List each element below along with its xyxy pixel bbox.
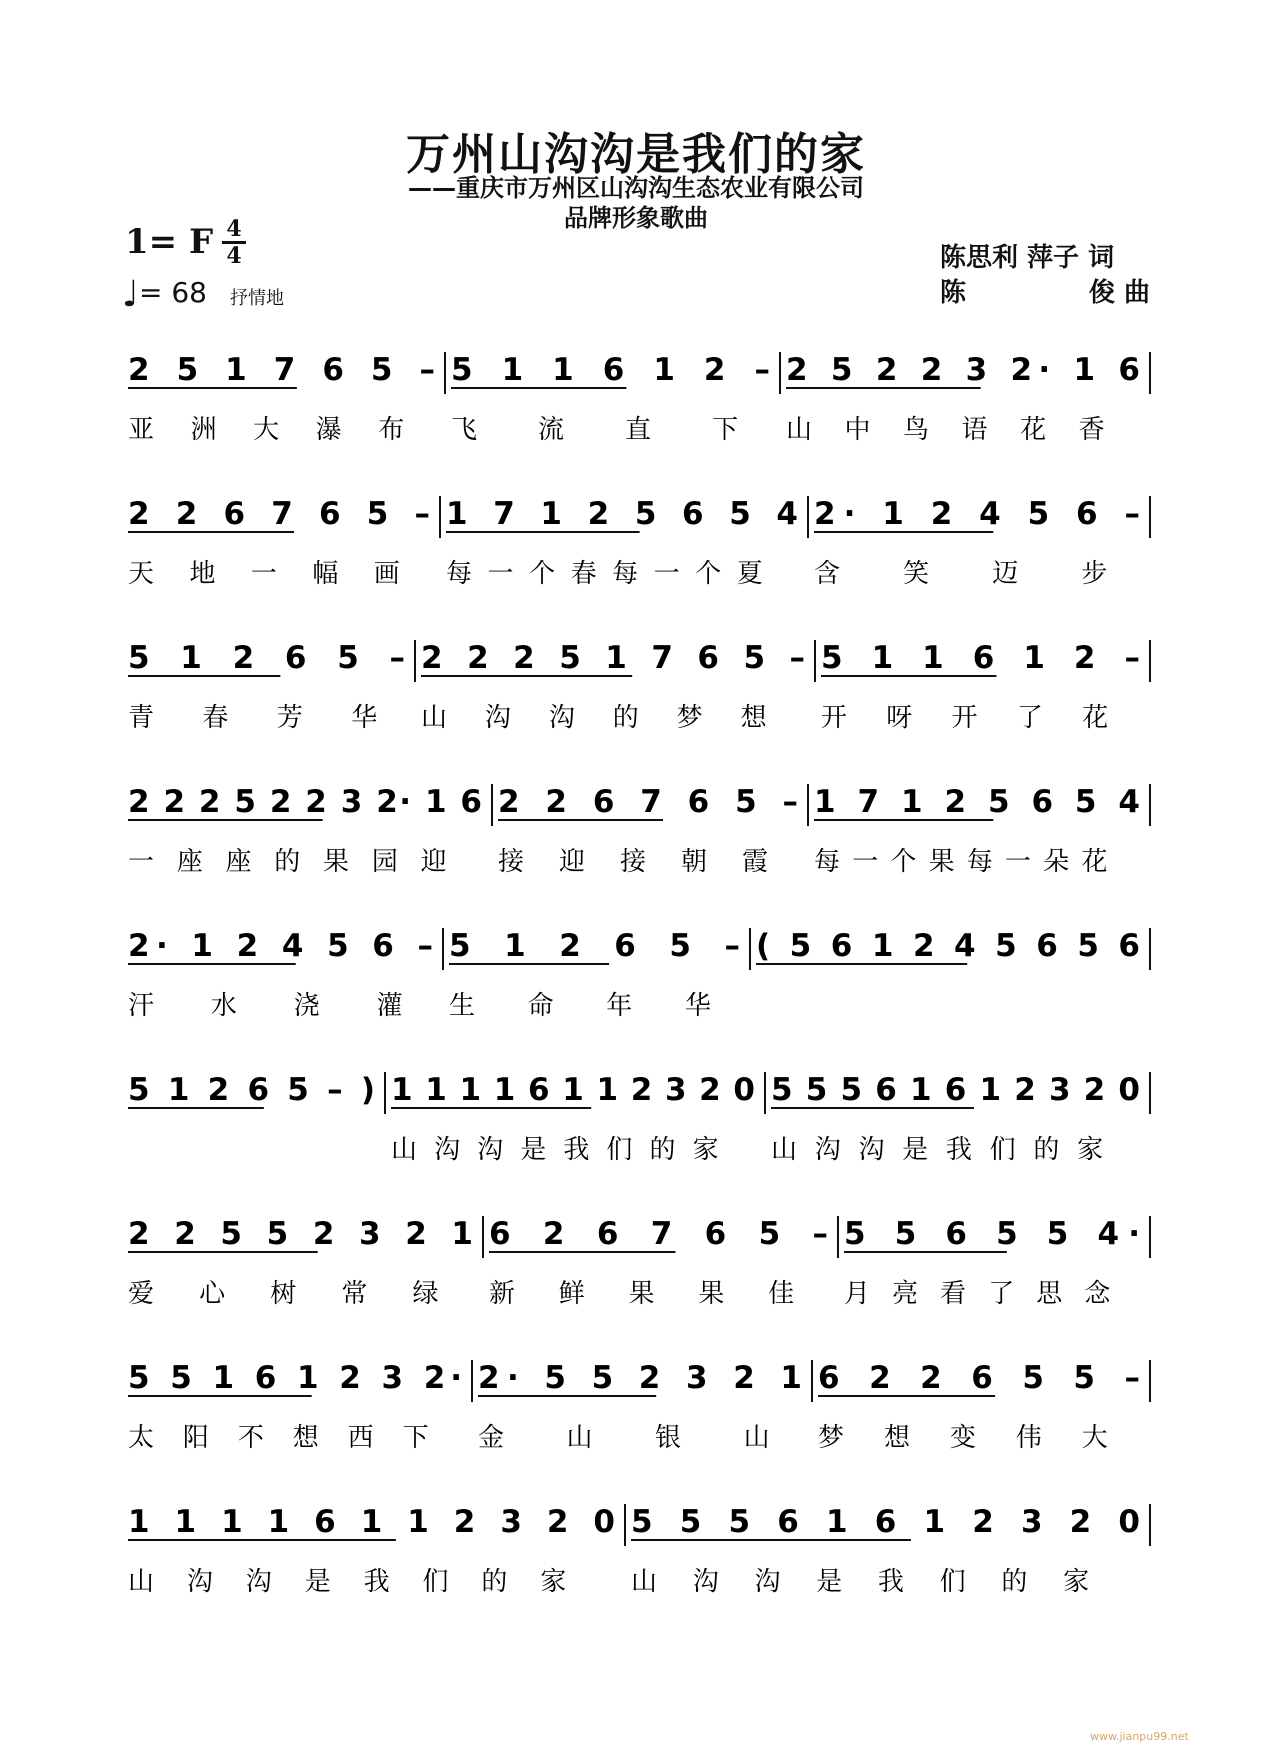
measure-notes: 1 7 1 2 5 6 5 4 — [446, 496, 798, 532]
subtitle-line-2: 品牌形象歌曲 — [564, 204, 708, 232]
measure-notes: 5 1 1 6 1 2 – — [451, 352, 770, 388]
measure-notes: 2 2 2 5 1 7 6 5 – — [421, 640, 805, 676]
measure-lyrics: 山 中 鸟 语 花 香 — [786, 415, 1105, 445]
composer-role: 曲 — [1123, 278, 1150, 308]
measure-lyrics: 金 山 银 山 — [478, 1423, 770, 1453]
measure-notes: 1 1 1 1 6 1 1 2 3 2 0 — [391, 1072, 755, 1108]
measure-lyrics: 太 阳 不 想 西 下 — [128, 1423, 429, 1453]
measure-lyrics: 接 迎 接 朝 霞 — [498, 847, 768, 877]
measure-lyrics: 天 地 一 幅 画 — [128, 559, 400, 589]
measure-lyrics: 梦 想 变 伟 大 — [818, 1423, 1108, 1453]
measure-lyrics: 飞 流 直 下 — [451, 415, 739, 445]
composer-family: 俊 — [1088, 278, 1115, 308]
measure-lyrics: 新 鲜 果 果 佳 — [489, 1279, 795, 1309]
measure-notes: 2· 5 5 2 3 2 1 — [478, 1360, 802, 1396]
measure-notes: ( 5 6 1 2 4 5 6 5 6 — [756, 928, 1140, 964]
measure-notes: 5 5 1 6 1 2 3 2· — [128, 1360, 462, 1396]
time-signature-bottom: 4 — [226, 243, 242, 269]
measure-lyrics: 生 命 年 华 — [449, 991, 711, 1021]
measure-lyrics: 山 沟 沟 是 我 们 的 家 — [631, 1567, 1090, 1597]
time-signature-top: 4 — [226, 216, 242, 242]
measure-notes: 1 7 1 2 5 6 5 4 — [814, 784, 1140, 820]
measure-notes: 2 2 6 7 6 5 – — [128, 496, 430, 532]
measure-notes: 5 5 5 6 1 6 1 2 3 2 0 — [771, 1072, 1140, 1108]
measure-lyrics: 每 一 个 果 每 一 朵 花 — [814, 847, 1108, 877]
score-row — [128, 1216, 1150, 1309]
measure-notes: 5 5 6 5 5 4· — [844, 1216, 1140, 1252]
measure-lyrics: 爱 心 树 常 绿 — [128, 1279, 439, 1309]
measure-notes: 1 1 1 1 6 1 1 2 3 2 0 — [128, 1504, 615, 1540]
measure-notes: 2 2 5 5 2 3 2 1 — [128, 1216, 473, 1252]
measure-notes: 5 5 5 6 1 6 1 2 3 2 0 — [631, 1504, 1140, 1540]
measure-notes: 5 1 2 6 5 – — [128, 640, 405, 676]
subtitle-line-1: ——重庆市万州区山沟沟生态农业有限公司 — [408, 174, 864, 202]
composer-given: 陈 — [940, 278, 967, 308]
measure-notes: 2· 1 2 4 5 6 – — [128, 928, 433, 964]
score-row — [128, 1504, 1150, 1597]
key-signature: 1= F — [125, 222, 214, 262]
score-row — [128, 928, 1150, 1021]
measure-notes: 5 1 2 6 5 – ) — [128, 1072, 375, 1108]
quarter-note-icon: ♩ — [122, 274, 139, 315]
measure-lyrics: 开 呀 开 了 花 — [821, 703, 1109, 733]
measure-notes: 2 2 2 5 2 2 3 2· 1 6 — [128, 784, 482, 820]
measure-notes: 2 5 1 7 6 5 – — [128, 352, 435, 388]
tempo-value: = 68 — [138, 276, 207, 309]
measure-lyrics: 月 亮 看 了 思 念 — [844, 1279, 1111, 1309]
measure-lyrics: 山 沟 沟 是 我 们 的 家 — [771, 1135, 1104, 1165]
song-title: 万州山沟沟是我们的家 — [406, 129, 866, 180]
lyricist-credit: 陈思利 萍子 词 — [940, 243, 1115, 273]
footer-watermark: www.jianpu99.net — [1090, 1730, 1189, 1743]
score-row — [128, 496, 1150, 589]
measure-notes: 2· 1 2 4 5 6 – — [814, 496, 1140, 532]
score-row — [128, 1360, 1150, 1453]
measure-notes: 5 1 1 6 1 2 – — [821, 640, 1140, 676]
measure-lyrics: 汗 水 浇 灌 — [128, 991, 403, 1021]
measure-lyrics: 亚 洲 大 瀑 布 — [128, 415, 405, 445]
measure-notes: 6 2 2 6 5 5 – — [818, 1360, 1140, 1396]
score-row — [128, 1072, 1150, 1165]
measure-lyrics: 含 笑 迈 步 — [814, 559, 1108, 589]
measure-notes: 6 2 6 7 6 5 – — [489, 1216, 828, 1252]
measure-lyrics: 山 沟 沟 是 我 们 的 家 — [391, 1135, 719, 1165]
measure-notes: 5 1 2 6 5 – — [449, 928, 740, 964]
measure-lyrics: 山 沟 沟 是 我 们 的 家 — [128, 1567, 567, 1597]
score-row — [128, 352, 1150, 445]
measure-lyrics: 一 座 座 的 果 园 迎 — [128, 847, 447, 877]
measure-notes: 2 5 2 2 3 2· 1 6 — [786, 352, 1140, 388]
score-row — [128, 640, 1150, 733]
score-row — [128, 784, 1150, 877]
measure-lyrics: 山 沟 沟 的 梦 想 — [421, 703, 767, 733]
expression-marking: 抒情地 — [230, 288, 284, 309]
measure-notes: 2 2 6 7 6 5 – — [498, 784, 798, 820]
measure-lyrics: 青 春 芳 华 — [128, 703, 378, 733]
measure-lyrics: 每 一 个 春 每 一 个 夏 — [446, 559, 763, 589]
